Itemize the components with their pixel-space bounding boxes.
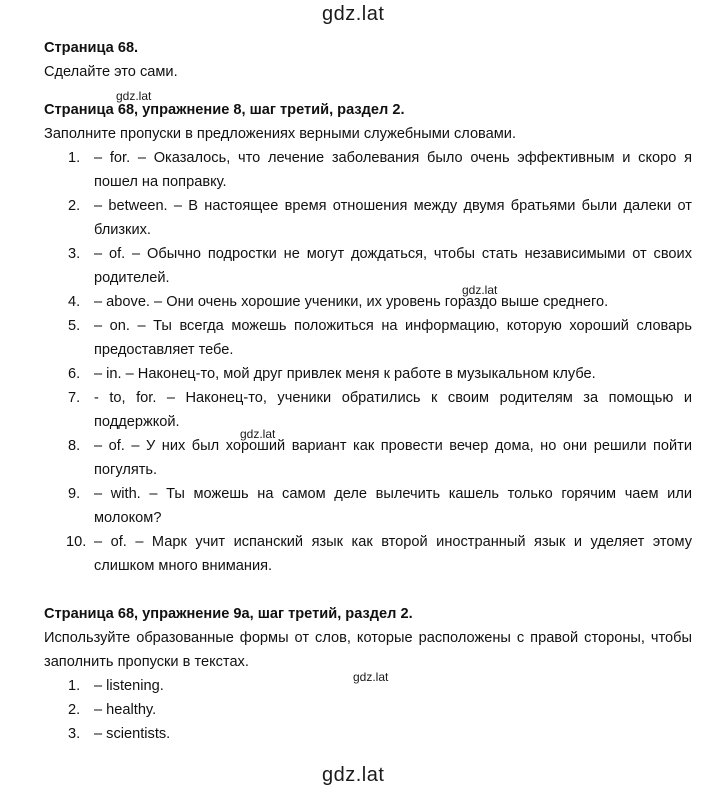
item-number: 5. [68,318,81,334]
section-instructions: Заполните пропуски в предложениях верными служебными словами. [44,126,517,142]
watermark-bottom: gdz.lat [322,764,385,786]
item-text: – on. – Ты всегда можешь положиться на информацию, которую хороший словарь предоставляет тебе. [94,318,692,358]
item-text: – with. – Ты можешь на самом деле вылечить кашель только горячим чаем или молоком? [94,486,692,526]
list-item [44,290,692,314]
list-item [44,362,692,386]
document-page [44,36,692,746]
watermark: gdz.lat [462,283,498,297]
watermark-top: gdz.lat [322,3,385,25]
list-item [44,146,692,194]
item-number: 10. [66,534,87,550]
section-heading: Страница 68, упражнение 9а, шаг третий, раздел 2. [44,606,413,622]
list-item [44,482,692,530]
item-number: 1. [68,150,81,166]
section-exercise-8 [44,98,692,578]
item-number: 4. [68,294,81,310]
list-item [44,194,692,242]
item-text: – for. – Оказалось, что лечение заболевания было очень эффективным и скоро я пошел на поправку. [94,150,692,190]
section-text: Сделайте это сами. [44,64,178,80]
list-item [44,698,692,722]
item-text: – listening. [94,678,164,694]
list-item [44,386,692,434]
item-number: 3. [68,726,81,742]
watermark: gdz.lat [353,670,389,684]
section-heading: Страница 68, упражнение 8, шаг третий, раздел 2. [44,102,405,118]
list-item [44,314,692,362]
watermark: gdz.lat [116,89,152,103]
watermark: gdz.lat [240,427,276,441]
answer-list [44,146,692,578]
item-number: 1. [68,678,81,694]
item-number: 6. [68,366,81,382]
item-text: – healthy. [94,702,157,718]
item-number: 3. [68,246,81,262]
item-text: - to, for. – Наконец-то, ученики обратились к своим родителям за помощью и поддержкой. [94,390,692,430]
item-text: – between. – В настоящее время отношения между двумя братьями были далеки от близких. [94,198,692,238]
item-number: 2. [68,198,81,214]
section-exercise-9a [44,602,692,746]
item-text: – of. – Марк учит испанский язык как второй иностранный язык и уделяет этому слишком много внимания. [94,534,692,574]
item-text: – in. – Наконец-то, мой друг привлек меня к работе в музыкальном клубе. [94,366,596,382]
section-page-68 [44,36,692,84]
list-item [44,434,692,482]
list-item [44,722,692,746]
item-text: – of. – Обычно подростки не могут дождаться, чтобы стать независимыми от своих родителей. [94,246,692,286]
item-text: – of. – У них был хороший вариант как провести вечер дома, но они решили пойти погулять. [94,438,692,478]
section-instructions: Используйте образованные формы от слов, которые расположены с правой стороны, чтобы заполнить пропуски в текстах. [44,630,692,670]
item-text: – above. – Они очень хорошие ученики, их уровень гораздо выше среднего. [94,294,609,310]
list-item [44,242,692,290]
item-number: 2. [68,702,81,718]
list-item [44,674,692,698]
list-item [44,530,692,578]
answer-list [44,674,692,746]
item-number: 7. [68,390,81,406]
section-heading: Страница 68. [44,40,139,56]
item-text: – scientists. [94,726,171,742]
item-number: 9. [68,486,81,502]
item-number: 8. [68,438,81,454]
